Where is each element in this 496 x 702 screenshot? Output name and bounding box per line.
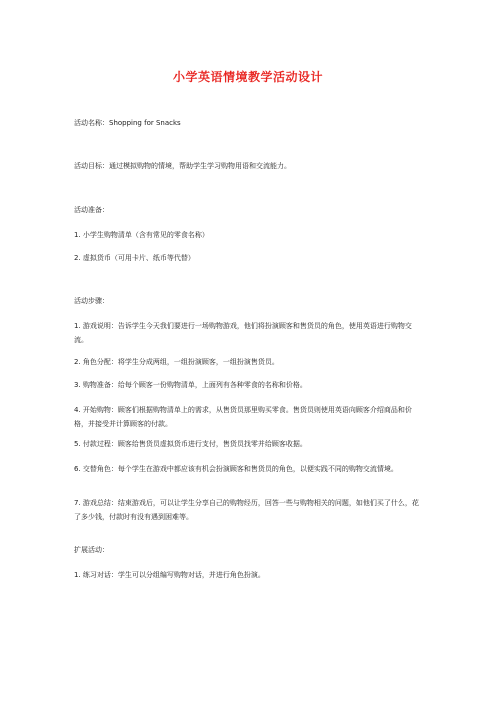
step-item: 4. 开始购物：顾客们根据购物清单上的需求，从售货员那里购买零食。售货员则使用英语向顾客介绍商品和价格，并接受并计算顾客的付款。 xyxy=(74,406,412,428)
page-title: 小学英语情境教学活动设计 xyxy=(172,70,323,84)
prep-heading: 活动准备： xyxy=(74,206,109,214)
extension-heading: 扩展活动： xyxy=(74,546,109,554)
step-item: 5. 付款过程：顾客给售货员虚拟货币进行支付，售货员找零并给顾客收据。 xyxy=(74,440,307,448)
steps-heading: 活动步骤： xyxy=(74,297,109,305)
prep-item: 2. 虚拟货币（可用卡片、纸币等代替） xyxy=(74,254,195,262)
step-item: 1. 游戏说明：告诉学生今天我们要进行一场购物游戏，他们将扮演顾客和售货员的角色，使用英语进行购物交流。 xyxy=(74,322,412,344)
prep-item: 1. 小学生购物清单（含有常见的零食名称） xyxy=(74,231,209,239)
step-item: 2. 角色分配：将学生分成两组，一组扮演顾客，一组扮演售货员。 xyxy=(74,358,279,366)
step-item: 7. 游戏总结：结束游戏后，可以让学生分享自己的购物经历，回答一些与购物相关的问题，如他们买了什么，花了多少钱，付款时有没有遇到困难等。 xyxy=(74,499,419,521)
extension-item: 1. 练习对话：学生可以分组编写购物对话，并进行角色扮演。 xyxy=(74,571,265,579)
activity-name: 活动名称：Shopping for Snacks xyxy=(74,119,181,127)
activity-goal: 活动目标：通过模拟购物的情境，帮助学生学习购物用语和交流能力。 xyxy=(74,162,291,170)
step-item: 3. 购物准备：给每个顾客一份购物清单，上面列有各种零食的名称和价格。 xyxy=(74,381,307,389)
step-item: 6. 交替角色：每个学生在游戏中都应该有机会扮演顾客和售货员的角色，以便实践不同的购物交流情境。 xyxy=(74,465,398,473)
